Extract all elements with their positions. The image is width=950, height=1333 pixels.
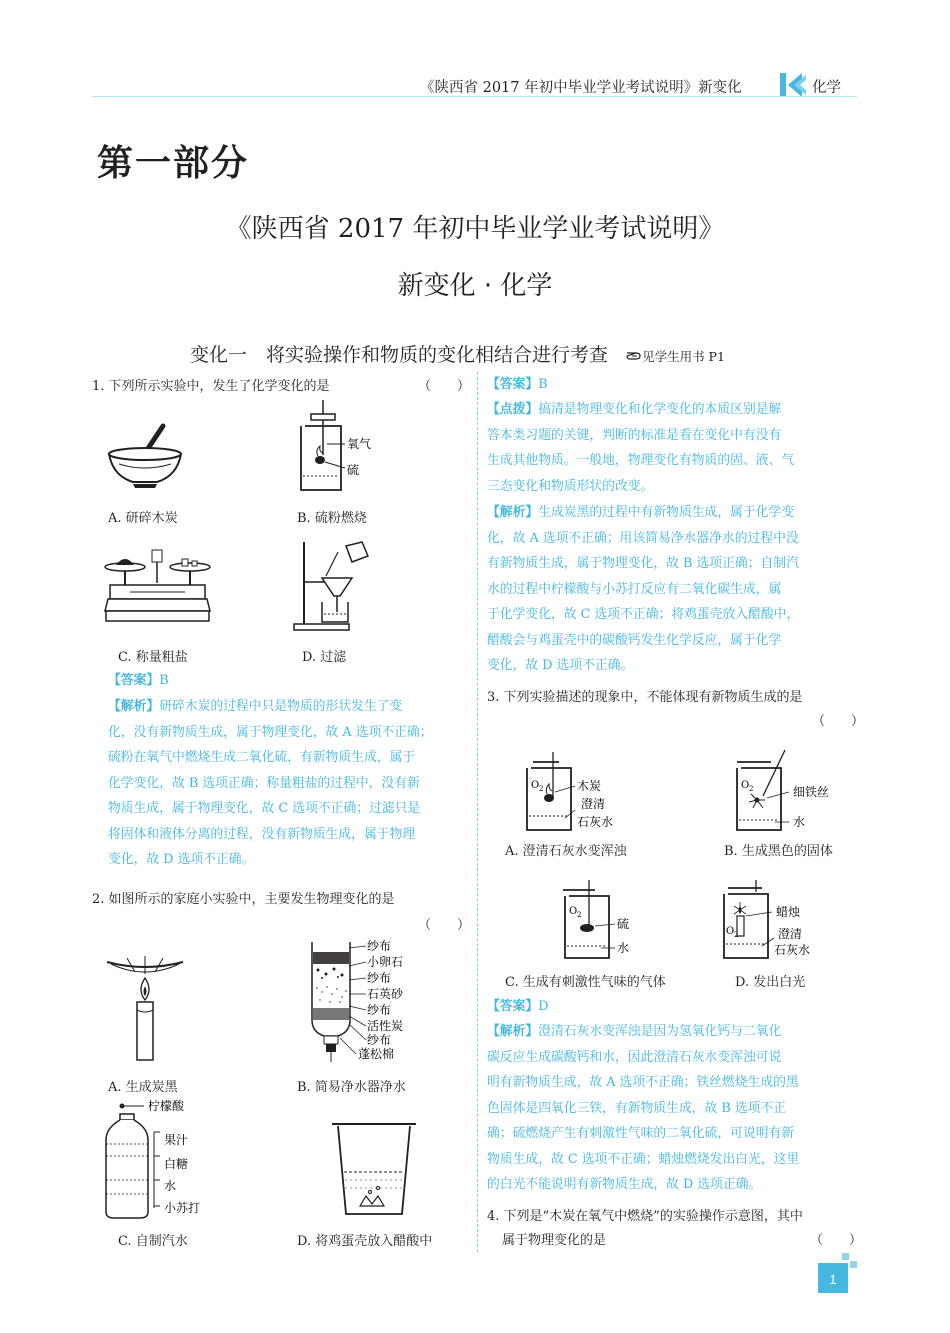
soda-label-water: 水 <box>164 1179 177 1193</box>
q1-stem: 1. 下列所示实验中，发生了化学变化的是 <box>92 379 330 394</box>
q2-analysis-tag: 【解析】 <box>487 505 539 520</box>
q3-option-b: B. 生成黑色的固体 <box>724 844 833 859</box>
q2-tip <box>487 397 865 499</box>
q1-analysis-text: 研碎木炭的过程中只是物质的形状发生了变 化，没有新物质生成，属于物理变化，故 A 选项不正确； 硫粉在氧气中燃烧生成二氧化硫，有新物质生成，属于 化学变化，故 B 选项正确；称量粗盐的过程中，没有新 物质生成，属于物理变化，故 C 选项不正确；过滤只是 将固体和液体分离的过程，没有新物质生成，属于物理 变化，故 D 选项不正确。 <box>108 699 433 867</box>
section-title: 变化一 将实验操作和物质的变化相结合进行考查 <box>190 344 609 366</box>
q3-answer-value: D <box>538 999 549 1014</box>
q2-analysis <box>487 500 865 679</box>
q3d-oxygen-label: O <box>726 926 735 937</box>
q3-option-a: A. 澄清石灰水变浑浊 <box>505 844 627 859</box>
q1-answer-blank: （ ） <box>418 379 471 394</box>
subject-label: 化学 <box>812 80 841 96</box>
q2-option-c: C. 自制汽水 <box>118 1234 188 1249</box>
soda-label-juice: 果汁 <box>164 1133 189 1147</box>
filter-label-1: 纱布 <box>367 939 392 953</box>
sulfur-label: 硫 <box>347 463 360 477</box>
q2-stem: 2. 如图所示的家庭小实验中，主要发生物理变化的是 <box>92 892 395 907</box>
section-heading <box>190 340 725 367</box>
document-title: 《陕西省 2017 年初中毕业学业考试说明》 <box>225 214 725 244</box>
homemade-soda-figure <box>100 1098 230 1226</box>
filter-label-3: 纱布 <box>367 971 392 985</box>
q4-answer-blank: （ ） <box>810 1233 863 1248</box>
filter-label-2: 小卵石 <box>367 955 404 969</box>
q3b-water-label: 水 <box>793 815 806 829</box>
q2-answer <box>487 372 548 398</box>
sulfur-combustion-figure <box>293 400 383 495</box>
filter-label-4: 石英砂 <box>367 987 404 1001</box>
soda-label-sugar: 白糖 <box>164 1157 189 1171</box>
q2-analysis-text: 生成炭黑的过程中有新物质生成，属于化学变 化，故 A 选项不正确；用该简易净水器净水的过程中没 有新物质生成，属于物理变化，故 B 选项正确；自制汽 水的过程中柠檬酸与小苏打反应有二氧化碳生成，属 于化学变化，故 C 选项不正确；将鸡蛋壳放入醋酸中， 醋酸会与鸡蛋壳中的碳酸钙发生化学反应，属于化学 变化，故 D 选项不正确。 <box>487 505 800 673</box>
q3c-water-label: 水 <box>617 941 630 955</box>
svg-text:2: 2 <box>734 931 739 939</box>
svg-text:2: 2 <box>749 785 754 793</box>
k-logo-icon <box>780 71 860 99</box>
column-divider <box>477 372 478 1252</box>
q3-option-d: D. 发出白光 <box>735 975 806 990</box>
q3a-clear-label: 澄清 <box>581 797 606 811</box>
q3a-oxygen-label: O <box>531 780 540 791</box>
q2-option-a: A. 生成炭黑 <box>108 1080 178 1095</box>
q3d-limewater-label: 石灰水 <box>774 943 811 957</box>
q3b-oxygen-label: O <box>741 780 750 791</box>
svg-text:2: 2 <box>539 785 544 793</box>
running-title: 《陕西省 2017 年初中毕业学业考试说明》新变化 <box>420 80 742 96</box>
filtration-figure <box>292 540 382 632</box>
q2-answer-tag: 【答案】 <box>487 377 539 392</box>
q3c-sulfur-label: 硫 <box>617 917 630 931</box>
q1-option-c: C. 称量粗盐 <box>118 650 188 665</box>
q3b-iron-wire-label: 细铁丝 <box>793 785 830 799</box>
q1-analysis-tag: 【解析】 <box>108 699 160 714</box>
q3-answer-tag: 【答案】 <box>487 999 539 1014</box>
q3-answer-blank: （ ） <box>812 714 865 729</box>
q4-stem-line2: 属于物理变化的是 <box>502 1233 607 1248</box>
charcoal-combustion-figure <box>525 752 635 837</box>
document-subtitle: 新变化 · 化学 <box>397 271 553 301</box>
book-reference-text: 见学生用书 P1 <box>642 349 725 364</box>
candle-oxygen-figure <box>722 880 832 965</box>
mortar-pestle-figure <box>105 420 185 490</box>
part-title: 第一部分 <box>97 143 250 184</box>
filter-label-6: 活性炭 <box>367 1019 404 1033</box>
q3d-candle-label: 蜡烛 <box>776 905 801 919</box>
header-divider <box>92 96 857 97</box>
pointing-hand-icon <box>626 349 642 361</box>
q1-answer-value: B <box>159 673 169 688</box>
candle-soot-figure <box>105 950 185 1062</box>
q3a-charcoal-label: 木炭 <box>577 779 602 793</box>
q3c-oxygen-label: O <box>569 906 578 917</box>
running-header <box>420 76 742 97</box>
q3d-clear-label: 澄清 <box>778 927 803 941</box>
filter-label-7: 纱布 <box>367 1033 392 1047</box>
soda-label-citric: 柠檬酸 <box>148 1099 185 1113</box>
svg-text:2: 2 <box>577 911 582 919</box>
q1-option-a: A. 研碎木炭 <box>108 511 178 526</box>
eggshell-vinegar-figure <box>330 1120 420 1220</box>
water-filter-figure <box>300 940 415 1065</box>
brand-logo <box>780 71 860 103</box>
q1-answer-tag: 【答案】 <box>108 673 160 688</box>
filter-label-8: 蓬松棉 <box>358 1047 395 1061</box>
q2-option-b: B. 简易净水器净水 <box>297 1080 406 1095</box>
iron-wire-combustion-figure <box>733 750 843 835</box>
q3-option-c: C. 生成有刺激性气味的气体 <box>505 975 666 990</box>
oxygen-label: 氧气 <box>347 437 372 451</box>
q3a-limewater-label: 石灰水 <box>577 815 614 829</box>
q3-answer <box>487 994 548 1020</box>
q1-answer <box>108 668 169 694</box>
sulfur-oxygen-figure <box>565 880 655 965</box>
q2-tip-text: 搞清是物理变化和化学变化的本质区别是解 答本类习题的关键，判断的标准是看在变化中有没有 生成其他物质。一般地，物理变化有物质的固、液、气 三态变化和物质形状的改变。 <box>487 402 795 494</box>
q2-option-d: D. 将鸡蛋壳放入醋酸中 <box>297 1234 433 1249</box>
q2-answer-value: B <box>538 377 548 392</box>
page-number: 1 <box>818 1263 848 1293</box>
decorative-square <box>850 1261 857 1268</box>
q3-analysis-text: 澄清石灰水变浑浊是因为氢氧化钙与二氧化 碳反应生成碳酸钙和水，因此澄清石灰水变浑浊可说 明有新物质生成，故 A 选项不正确；铁丝燃烧生成的黑 色固体是四氧化三铁，有新物质生成，故 B 选项不正 确；硫燃烧产生有刺激性气味的二氧化硫，可说明有新 物质生成，故 C 选项不正确；蜡烛燃烧发出白光，这里 的白光不能说明有新物质生成，故 D 选项正确。 <box>487 1024 800 1192</box>
q3-analysis <box>487 1019 865 1198</box>
book-reference <box>626 349 725 364</box>
q4-stem-line1: 4. 下列是“木炭在氧气中燃烧”的实验操作示意图，其中 <box>487 1209 803 1224</box>
q3-analysis-tag: 【解析】 <box>487 1024 539 1039</box>
filter-label-5: 纱布 <box>367 1003 392 1017</box>
q1-analysis <box>108 694 468 873</box>
decorative-square <box>842 1253 849 1260</box>
q2-tip-tag: 【点拨】 <box>487 402 539 417</box>
balance-scale-figure <box>100 545 215 630</box>
q1-option-b: B. 硫粉燃烧 <box>297 511 367 526</box>
q3-stem: 3. 下列实验描述的现象中，不能体现有新物质生成的是 <box>487 690 803 705</box>
q1-option-d: D. 过滤 <box>302 650 347 665</box>
soda-label-baking-soda: 小苏打 <box>164 1201 201 1215</box>
q2-answer-blank: （ ） <box>418 918 471 933</box>
